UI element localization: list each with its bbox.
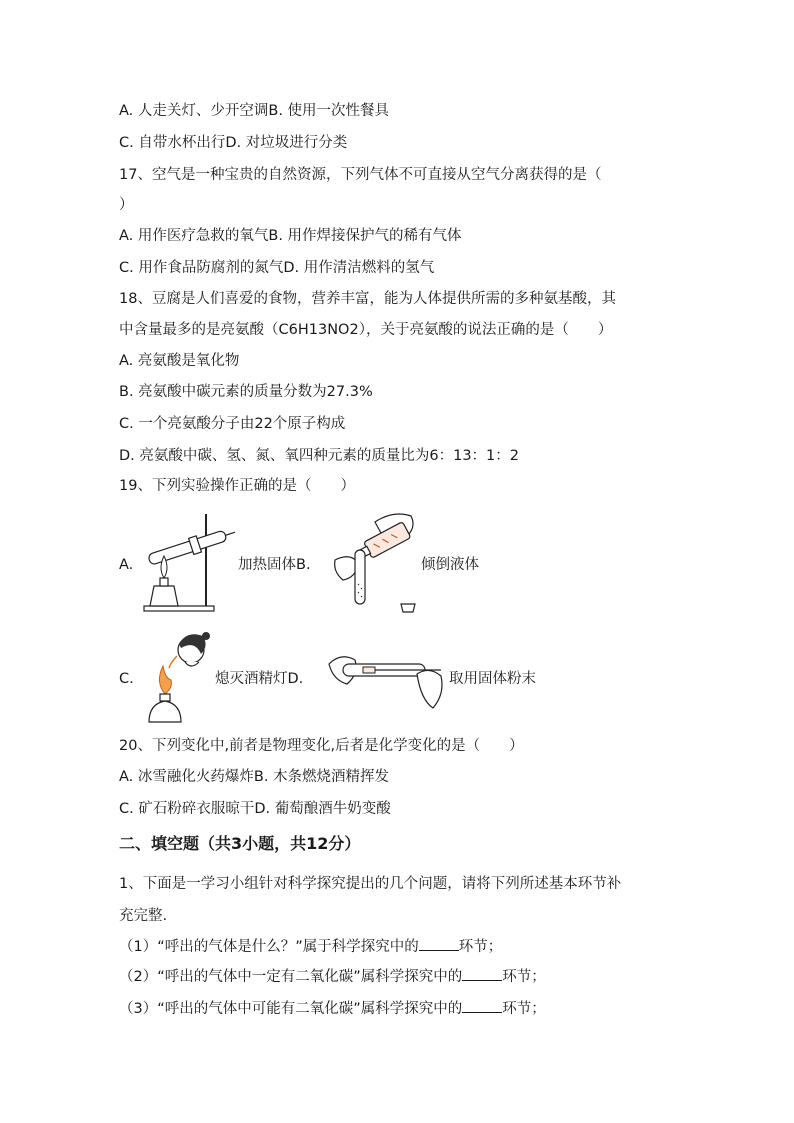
fill1-part2	[119, 966, 546, 987]
q17-stem-line1: 17、空气是一种宝贵的自然资源，下列气体不可直接从空气分离获得的是（	[119, 167, 602, 183]
q17-options-line1: A. 用作医疗急救的氧气B. 用作焊接保护气的稀有气体	[119, 228, 462, 244]
q19-option-c-letter: C.	[119, 671, 134, 687]
fill1-part3-text: （3）“呼出的气体中可能有二氧化碳”属科学探究中的	[119, 1001, 463, 1017]
figure-pouring-liquid	[325, 508, 425, 620]
fill1-part1-suffix: 环节；	[458, 939, 503, 955]
q20-stem: 20、下列变化中,前者是物理变化,后者是化学变化的是（ ）	[119, 738, 524, 754]
q19-option-a-letter: A.	[119, 557, 134, 573]
fill1-part3	[119, 998, 546, 1019]
q18-stem-line1: 18、豆腐是人们喜爱的食物，营养丰富，能为人体提供所需的多种氨基酸，其	[119, 291, 616, 307]
q17-options-line2: C. 用作食品防腐剂的氮气D. 用作清洁燃料的氢气	[119, 260, 435, 276]
q18-option-a: A. 亮氨酸是氧化物	[119, 353, 240, 369]
q20-options-line1: A. 冰雪融化火药爆炸B. 木条燃烧酒精挥发	[119, 769, 390, 785]
answer-blank[interactable]	[462, 966, 502, 981]
q19-option-a-text: 加热固体B.	[238, 557, 311, 573]
q17-stem-line2: ）	[119, 197, 134, 213]
fill1-part2-text: （2）“呼出的气体中一定有二氧化碳”属科学探究中的	[119, 969, 463, 985]
q19-option-b-text: 倾倒液体	[421, 557, 479, 573]
fill1-stem-line1: 1、下面是一学习小组针对科学探究提出的几个问题，请将下列所述基本环节补	[119, 876, 622, 892]
fill1-part3-suffix: 环节；	[502, 1001, 546, 1017]
q18-option-c: C. 一个亮氨酸分子由22个原子构成	[119, 416, 346, 432]
q16-options-line1: A. 人走关灯、少开空调B. 使用一次性餐具	[119, 103, 390, 119]
fill1-part2-suffix: 环节；	[502, 969, 546, 985]
fill1-part1	[119, 936, 502, 957]
figure-heating-solid	[140, 510, 240, 615]
q18-stem-line2: 中含量最多的是亮氨酸（C6H13NO2），关于亮氨酸的说法正确的是（ ）	[119, 322, 613, 338]
q19-option-d-text: 取用固体粉末	[449, 671, 536, 687]
figure-solid-powder	[325, 650, 447, 714]
section-heading: 二、填空题（共3小题，共12分）	[119, 834, 361, 853]
q18-option-d: D. 亮氨酸中碳、氢、氮、氧四种元素的质量比为6：13：1：2	[119, 448, 520, 464]
answer-blank[interactable]	[462, 998, 502, 1013]
q19-option-c-text: 熄灭酒精灯D.	[215, 671, 304, 687]
fill1-stem-line2: 充完整.	[119, 908, 168, 924]
q16-options-line2: C. 自带水杯出行D. 对垃圾进行分类	[119, 135, 348, 151]
answer-blank[interactable]	[419, 936, 459, 951]
fill1-part1-text: （1）“呼出的气体是什么？”属于科学探究中的	[119, 939, 419, 955]
q19-stem: 19、下列实验操作正确的是（ ）	[119, 478, 355, 494]
q18-option-b: B. 亮氨酸中碳元素的质量分数为27.3%	[119, 384, 373, 400]
figure-blowing-lamp	[143, 628, 215, 726]
q20-options-line2: C. 矿石粉碎衣服晾干D. 葡萄酿酒牛奶变酸	[119, 801, 391, 817]
